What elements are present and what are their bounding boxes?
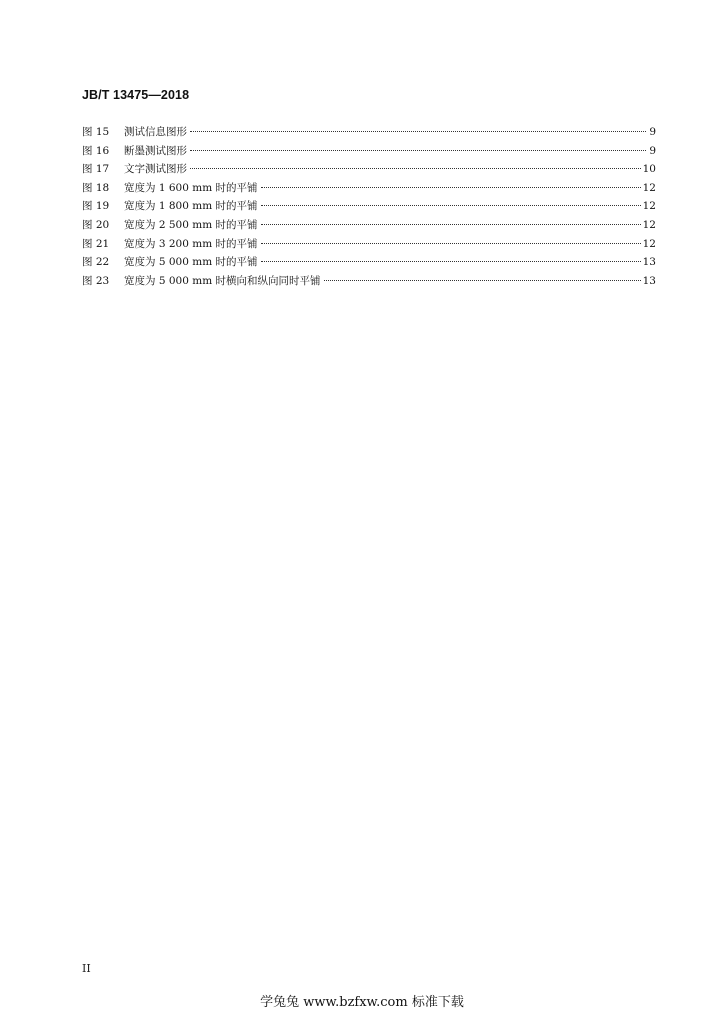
- figure-title: 宽度为 1 600 mm 时的平铺: [124, 181, 258, 194]
- page-number: II: [82, 962, 91, 975]
- watermark-text: 学兔兔 www.bzfxw.com 标准下载: [260, 995, 464, 1010]
- figure-number: 图 19: [82, 200, 110, 213]
- document-code-header: JB/T 13475—2018: [82, 88, 190, 102]
- page-ref: 13: [642, 256, 656, 269]
- page-ref: 12: [642, 181, 656, 194]
- dot-leader: [324, 279, 641, 281]
- toc-row[interactable]: [82, 216, 656, 235]
- dot-leader: [261, 204, 641, 206]
- dot-leader: [190, 149, 646, 151]
- figure-title: 宽度为 5 000 mm 时的平铺: [124, 256, 258, 269]
- figure-number: 图 17: [82, 163, 110, 176]
- dot-leader: [190, 167, 641, 169]
- dot-leader: [261, 223, 641, 225]
- page-ref: 13: [642, 274, 656, 287]
- dot-leader: [261, 242, 641, 244]
- dot-leader: [190, 130, 646, 132]
- figure-title: 宽度为 2 500 mm 时的平铺: [124, 218, 258, 231]
- figure-title: 宽度为 3 200 mm 时的平铺: [124, 237, 258, 250]
- figure-number: 图 23: [82, 274, 110, 287]
- toc-row[interactable]: [82, 272, 656, 291]
- toc-row[interactable]: [82, 253, 656, 272]
- figure-title: 断墨测试图形: [124, 144, 187, 157]
- toc-row[interactable]: [82, 179, 656, 198]
- toc-row[interactable]: [82, 142, 656, 161]
- page-ref: 9: [649, 144, 656, 157]
- page-ref: 10: [642, 163, 656, 176]
- figure-number: 图 15: [82, 126, 110, 138]
- figure-number: 图 20: [82, 218, 110, 231]
- page-ref: 12: [642, 200, 656, 213]
- page-ref: 9: [649, 126, 656, 138]
- figure-list: [82, 123, 656, 290]
- figure-title: 宽度为 5 000 mm 时横向和纵向同时平铺: [124, 274, 321, 287]
- page-ref: 12: [642, 237, 656, 250]
- dot-leader: [261, 260, 641, 262]
- toc-row[interactable]: [82, 123, 656, 142]
- figure-title: 测试信息图形: [124, 126, 187, 138]
- figure-number: 图 22: [82, 256, 110, 269]
- toc-row[interactable]: [82, 160, 656, 179]
- figure-number: 图 16: [82, 144, 110, 157]
- toc-row[interactable]: [82, 197, 656, 216]
- figure-title: 文字测试图形: [124, 163, 187, 176]
- dot-leader: [261, 186, 641, 188]
- figure-title: 宽度为 1 800 mm 时的平铺: [124, 200, 258, 213]
- page-ref: 12: [642, 218, 656, 231]
- figure-number: 图 21: [82, 237, 110, 250]
- toc-row[interactable]: [82, 235, 656, 254]
- figure-number: 图 18: [82, 181, 110, 194]
